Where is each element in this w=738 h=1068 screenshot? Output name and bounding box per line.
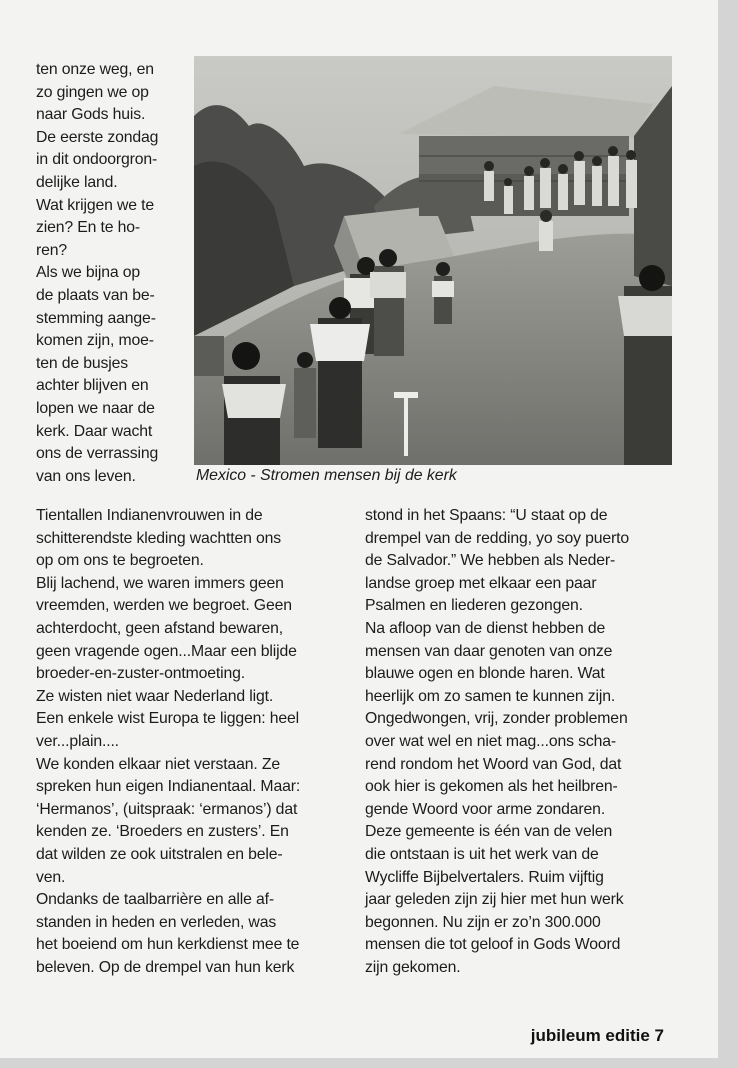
text-line: heerlijk om zo samen te kunnen zijn.	[365, 687, 616, 705]
text-line: blauwe ogen en blonde haren. Wat	[365, 665, 605, 683]
text-line: zien? En te ho-	[36, 219, 141, 237]
text-line: Deze gemeente is één van de velen	[365, 823, 613, 841]
text-line: stond in het Spaans: “U staat op de	[365, 507, 608, 524]
text-line: komen zijn, moe-	[36, 332, 154, 350]
text-line: Ze wisten niet waar Nederland ligt.	[36, 687, 274, 705]
text-line: Ondanks de taalbarrière en alle af-	[36, 891, 274, 909]
photo-caption: Mexico - Stromen mensen bij de kerk	[196, 467, 457, 484]
text-line: in dit ondoorgron-	[36, 151, 158, 169]
text-line: ren?	[36, 241, 68, 259]
text-line: het boeiend om hun kerkdienst mee te	[36, 936, 300, 954]
text-line: de Salvador.” We hebben als Neder-	[365, 552, 616, 570]
text-line: ‘Hermanos’, (uitspraak: ‘ermanos’) dat	[36, 800, 298, 818]
text-line: kerk. Daar wacht	[36, 422, 153, 440]
right-column	[365, 505, 629, 979]
text-line: op om ons te begroeten.	[36, 552, 204, 570]
text-line: We konden elkaar niet verstaan. Ze	[36, 755, 280, 773]
text-line: mensen van daar genoten van onze	[365, 642, 613, 660]
text-line: Een enkele wist Europa te liggen: heel	[36, 710, 300, 728]
church-photo	[194, 56, 672, 465]
text-line: lopen we naar de	[36, 399, 155, 417]
text-line: Na afloop van de dienst hebben de	[365, 619, 606, 637]
text-line: Blij lachend, we waren immers geen	[36, 574, 284, 592]
text-line: De eerste zondag	[36, 128, 159, 146]
text-line: achterdocht, geen afstand bewaren,	[36, 619, 283, 637]
text-line: zo gingen we op	[36, 83, 149, 101]
text-line: delijke land.	[36, 173, 118, 191]
text-line: begonnen. Nu zijn er zo’n 300.000	[365, 913, 601, 931]
text-line: Wycliffe Bijbelvertalers. Ruim vijftig	[365, 868, 604, 886]
text-line: ten de busjes	[36, 354, 129, 372]
text-line: kenden ze. ‘Broeders en zusters’. En	[36, 823, 289, 841]
text-line: schitterendste kleding wachtten ons	[36, 529, 282, 547]
text-line: achter blijven en	[36, 377, 149, 395]
text-line: Als we bijna op	[36, 264, 141, 282]
text-line: zijn gekomen.	[365, 958, 461, 976]
left-column	[36, 505, 300, 979]
text-line: over wat wel en niet mag...ons scha-	[365, 732, 616, 750]
text-line: rend rondom het Woord van God, dat	[365, 755, 622, 773]
text-line: stemming aange-	[36, 309, 156, 327]
text-line: Ongedwongen, vrij, zonder problemen	[365, 710, 628, 728]
intro-column	[36, 59, 158, 488]
text-line: de plaats van be-	[36, 286, 155, 304]
text-line: broeder-en-zuster-ontmoeting.	[36, 665, 246, 683]
text-line: ver...plain....	[36, 732, 119, 750]
text-line: ten onze weg, en	[36, 61, 154, 78]
text-line: Psalmen en liederen gezongen.	[365, 597, 583, 615]
text-line: standen in heden en verleden, was	[36, 913, 277, 931]
text-line: dat wilden ze ook uitstralen en bele-	[36, 845, 283, 863]
text-line: jaar geleden zijn zij hier met hun werk	[365, 891, 624, 909]
text-line: die ontstaan is uit het werk van de	[365, 845, 599, 863]
text-line: ven.	[36, 868, 66, 886]
text-line: drempel van de redding, yo soy puerto	[365, 529, 630, 547]
text-line: Wat krijgen we te	[36, 196, 155, 214]
text-line: naar Gods huis.	[36, 106, 146, 124]
text-line: ons de verrassing	[36, 445, 159, 463]
text-line: geen vragende ogen...Maar een blijde	[36, 642, 297, 660]
page-footer: jubileum editie 7	[530, 1026, 664, 1045]
text-line: landse groep met elkaar een paar	[365, 574, 597, 592]
text-line: Tientallen Indianenvrouwen in de	[36, 507, 263, 524]
text-line: gende Woord voor arme zondaren.	[365, 800, 606, 818]
text-line: ook hier is gekomen als het heilbren-	[365, 778, 618, 796]
text-line: vreemden, werden we begroet. Geen	[36, 597, 292, 615]
text-line: van ons leven.	[36, 467, 136, 485]
text-line: mensen die tot geloof in Gods Woord	[365, 936, 621, 954]
text-line: beleven. Op de drempel van hun kerk	[36, 958, 295, 976]
text-line: spreken hun eigen Indianentaal. Maar:	[36, 778, 301, 796]
